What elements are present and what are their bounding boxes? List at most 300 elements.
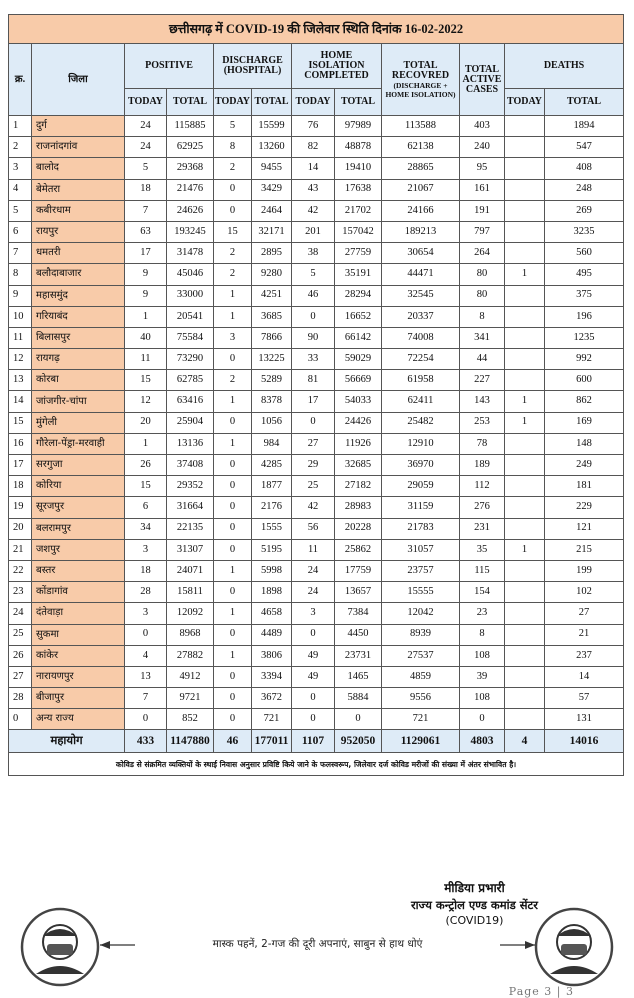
row-cell: 13136 (167, 433, 214, 454)
row-cell: 721 (382, 709, 460, 730)
row-cell: 193245 (167, 221, 214, 242)
row-cell: 189 (460, 455, 505, 476)
row-cell (505, 497, 545, 518)
row-district: महासमुंद (32, 285, 125, 306)
command-center-name: राज्य कन्ट्रोल एण्ड कमांड सेंटर (410, 897, 538, 912)
row-cell: 3429 (252, 179, 292, 200)
row-serial: 11 (9, 327, 32, 348)
row-cell: 1 (214, 306, 252, 327)
row-cell: 75584 (167, 327, 214, 348)
row-cell: 15 (125, 476, 167, 497)
row-cell: 21476 (167, 179, 214, 200)
row-cell: 1 (505, 264, 545, 285)
row-cell: 27 (292, 433, 335, 454)
row-cell (505, 433, 545, 454)
row-cell: 3235 (545, 221, 624, 242)
row-serial: 19 (9, 497, 32, 518)
table-row (9, 327, 624, 348)
row-cell: 248 (545, 179, 624, 200)
row-cell: 24 (125, 137, 167, 158)
row-cell: 97989 (335, 116, 382, 137)
row-cell: 27182 (335, 476, 382, 497)
row-cell: 253 (460, 412, 505, 433)
total-label: महायोग (9, 730, 125, 753)
row-cell: 33 (292, 349, 335, 370)
row-cell: 7866 (252, 327, 292, 348)
row-serial: 18 (9, 476, 32, 497)
row-cell (505, 709, 545, 730)
total-cell: 46 (214, 730, 252, 753)
row-cell: 1 (214, 433, 252, 454)
row-cell: 992 (545, 349, 624, 370)
row-cell: 8 (214, 137, 252, 158)
row-cell: 17 (292, 391, 335, 412)
row-cell: 1056 (252, 412, 292, 433)
row-cell: 0 (292, 624, 335, 645)
row-cell: 0 (214, 709, 252, 730)
row-cell: 62138 (382, 137, 460, 158)
row-cell: 2 (214, 264, 252, 285)
row-cell: 14 (292, 158, 335, 179)
table-row (9, 666, 624, 687)
row-cell: 984 (252, 433, 292, 454)
row-cell: 249 (545, 455, 624, 476)
row-cell: 20337 (382, 306, 460, 327)
row-cell: 0 (214, 349, 252, 370)
row-cell: 43 (292, 179, 335, 200)
row-cell: 8968 (167, 624, 214, 645)
row-cell: 0 (214, 179, 252, 200)
row-cell: 4450 (335, 624, 382, 645)
row-cell: 797 (460, 221, 505, 242)
row-cell: 32171 (252, 221, 292, 242)
header-positive-total: TOTAL (167, 89, 214, 116)
row-cell: 4859 (382, 666, 460, 687)
row-cell: 1 (505, 412, 545, 433)
row-cell (505, 158, 545, 179)
row-cell: 403 (460, 116, 505, 137)
row-cell: 9455 (252, 158, 292, 179)
row-cell: 66142 (335, 327, 382, 348)
row-cell: 42 (292, 200, 335, 221)
row-cell: 23757 (382, 560, 460, 581)
table-row (9, 476, 624, 497)
row-cell: 36970 (382, 455, 460, 476)
row-district: बेमेतरा (32, 179, 125, 200)
row-cell: 13 (125, 666, 167, 687)
row-cell: 6 (125, 497, 167, 518)
row-district: कोंडागांव (32, 582, 125, 603)
row-district: बलरामपुर (32, 518, 125, 539)
table-row (9, 688, 624, 709)
covid-label: (COVID19) (445, 913, 504, 927)
row-cell: 37408 (167, 455, 214, 476)
row-cell: 78 (460, 433, 505, 454)
table-row (9, 264, 624, 285)
row-cell: 3685 (252, 306, 292, 327)
row-cell: 27759 (335, 243, 382, 264)
row-cell (505, 349, 545, 370)
row-cell: 4 (125, 645, 167, 666)
row-cell: 0 (335, 709, 382, 730)
table-row (9, 645, 624, 666)
table-row (9, 116, 624, 137)
row-cell: 25904 (167, 412, 214, 433)
table-row (9, 539, 624, 560)
table-row (9, 243, 624, 264)
row-serial: 9 (9, 285, 32, 306)
row-cell: 28294 (335, 285, 382, 306)
row-serial: 5 (9, 200, 32, 221)
row-cell: 22135 (167, 518, 214, 539)
row-cell (505, 285, 545, 306)
total-cell: 433 (125, 730, 167, 753)
row-cell: 237 (545, 645, 624, 666)
row-cell: 31664 (167, 497, 214, 518)
row-district: कोरबा (32, 370, 125, 391)
row-cell: 90 (292, 327, 335, 348)
row-cell (505, 116, 545, 137)
row-district: अन्य राज्य (32, 709, 125, 730)
row-serial: 20 (9, 518, 32, 539)
covid-district-table (8, 14, 624, 776)
row-cell: 3672 (252, 688, 292, 709)
header-deaths-total: TOTAL (545, 89, 624, 116)
row-cell: 169 (545, 412, 624, 433)
row-cell: 196 (545, 306, 624, 327)
row-cell (505, 200, 545, 221)
row-cell: 24426 (335, 412, 382, 433)
row-cell: 157042 (335, 221, 382, 242)
row-cell: 5884 (335, 688, 382, 709)
row-cell: 2 (214, 243, 252, 264)
row-cell: 0 (214, 624, 252, 645)
row-cell: 9721 (167, 688, 214, 709)
row-serial: 23 (9, 582, 32, 603)
row-cell: 59029 (335, 349, 382, 370)
row-cell: 0 (214, 539, 252, 560)
header-total-recovered: TOTAL RECOVRED (DISCHARGE + HOME ISOLATION) (382, 44, 460, 116)
row-serial: 22 (9, 560, 32, 581)
row-cell: 161 (460, 179, 505, 200)
row-cell: 3806 (252, 645, 292, 666)
row-cell: 12910 (382, 433, 460, 454)
row-cell: 21067 (382, 179, 460, 200)
header-discharge: DISCHARGE (HOSPITAL) (214, 44, 292, 89)
row-cell: 19410 (335, 158, 382, 179)
mask-face-right-icon (536, 909, 612, 985)
row-cell: 56 (292, 518, 335, 539)
row-cell: 31478 (167, 243, 214, 264)
row-cell (505, 370, 545, 391)
row-cell (505, 476, 545, 497)
row-district: कांकेर (32, 645, 125, 666)
total-cell: 4803 (460, 730, 505, 753)
row-cell: 31159 (382, 497, 460, 518)
row-cell (505, 560, 545, 581)
row-cell: 269 (545, 200, 624, 221)
row-cell: 28983 (335, 497, 382, 518)
row-cell: 408 (545, 158, 624, 179)
row-cell: 240 (460, 137, 505, 158)
row-cell: 108 (460, 688, 505, 709)
row-cell: 49 (292, 666, 335, 687)
row-cell: 24626 (167, 200, 214, 221)
row-cell: 1 (214, 391, 252, 412)
row-district: सरगुजा (32, 455, 125, 476)
row-cell: 4285 (252, 455, 292, 476)
row-cell: 1235 (545, 327, 624, 348)
row-cell: 62785 (167, 370, 214, 391)
row-cell: 21 (545, 624, 624, 645)
header-positive: POSITIVE (125, 44, 214, 89)
total-row (9, 730, 624, 753)
row-cell: 32685 (335, 455, 382, 476)
row-cell: 40 (125, 327, 167, 348)
row-cell: 1 (125, 306, 167, 327)
row-cell: 115 (460, 560, 505, 581)
table-row (9, 306, 624, 327)
row-cell: 54033 (335, 391, 382, 412)
row-cell: 0 (292, 688, 335, 709)
row-cell: 1 (214, 285, 252, 306)
row-cell: 25 (292, 476, 335, 497)
row-cell: 14 (545, 666, 624, 687)
table-row (9, 582, 624, 603)
table-row (9, 624, 624, 645)
row-cell: 15555 (382, 582, 460, 603)
table-row (9, 518, 624, 539)
row-serial: 8 (9, 264, 32, 285)
row-cell: 7384 (335, 603, 382, 624)
row-cell: 1555 (252, 518, 292, 539)
row-cell: 29352 (167, 476, 214, 497)
row-district: दुर्ग (32, 116, 125, 137)
row-cell: 27 (545, 603, 624, 624)
row-cell: 1894 (545, 116, 624, 137)
row-cell: 30654 (382, 243, 460, 264)
header-total-active: TOTAL ACTIVE CASES (460, 44, 505, 116)
row-serial: 15 (9, 412, 32, 433)
row-cell: 115885 (167, 116, 214, 137)
table-row (9, 412, 624, 433)
total-cell: 952050 (335, 730, 382, 753)
row-cell: 2464 (252, 200, 292, 221)
row-cell: 7 (125, 688, 167, 709)
row-cell: 229 (545, 497, 624, 518)
row-cell: 2895 (252, 243, 292, 264)
table-row (9, 560, 624, 581)
row-cell: 5289 (252, 370, 292, 391)
table-row (9, 709, 624, 730)
row-cell: 45046 (167, 264, 214, 285)
row-cell: 12 (125, 391, 167, 412)
row-cell: 15811 (167, 582, 214, 603)
total-cell: 1147880 (167, 730, 214, 753)
row-serial: 3 (9, 158, 32, 179)
row-cell: 375 (545, 285, 624, 306)
total-cell: 14016 (545, 730, 624, 753)
row-cell: 46 (292, 285, 335, 306)
row-cell: 20228 (335, 518, 382, 539)
row-district: रायपुर (32, 221, 125, 242)
table-body (9, 116, 624, 730)
row-cell: 28865 (382, 158, 460, 179)
row-cell (505, 582, 545, 603)
row-cell (505, 645, 545, 666)
table-row (9, 137, 624, 158)
row-cell: 24 (292, 582, 335, 603)
row-cell: 215 (545, 539, 624, 560)
row-cell: 27882 (167, 645, 214, 666)
header-district: जिला (32, 44, 125, 116)
row-cell: 199 (545, 560, 624, 581)
row-cell: 42 (292, 497, 335, 518)
row-cell: 1 (125, 433, 167, 454)
row-cell: 25862 (335, 539, 382, 560)
row-cell: 0 (214, 455, 252, 476)
row-cell: 39 (460, 666, 505, 687)
row-cell: 35 (460, 539, 505, 560)
row-cell (505, 666, 545, 687)
row-cell: 5998 (252, 560, 292, 581)
media-title: मीडिया प्रभारी (444, 881, 505, 895)
row-cell: 28 (125, 582, 167, 603)
row-cell: 17638 (335, 179, 382, 200)
row-cell: 5195 (252, 539, 292, 560)
total-cell: 4 (505, 730, 545, 753)
row-serial: 10 (9, 306, 32, 327)
row-cell: 44 (460, 349, 505, 370)
row-cell: 8 (460, 306, 505, 327)
row-serial: 12 (9, 349, 32, 370)
row-cell: 0 (214, 582, 252, 603)
row-cell: 29368 (167, 158, 214, 179)
row-district: नारायणपुर (32, 666, 125, 687)
row-cell: 24 (125, 116, 167, 137)
row-cell: 24071 (167, 560, 214, 581)
row-cell: 201 (292, 221, 335, 242)
row-cell: 3 (125, 603, 167, 624)
row-district: राजनांदगांव (32, 137, 125, 158)
row-cell: 29059 (382, 476, 460, 497)
row-district: दंतेवाड़ा (32, 603, 125, 624)
table-row (9, 603, 624, 624)
row-cell: 154 (460, 582, 505, 603)
row-cell: 600 (545, 370, 624, 391)
row-cell: 81 (292, 370, 335, 391)
row-cell: 15599 (252, 116, 292, 137)
row-cell: 24 (292, 560, 335, 581)
row-cell: 73290 (167, 349, 214, 370)
row-cell: 0 (214, 666, 252, 687)
row-cell: 25482 (382, 412, 460, 433)
row-district: गौरेला-पेंड्रा-मरवाही (32, 433, 125, 454)
header-discharge-today: TODAY (214, 89, 252, 116)
table-title: छत्तीसगढ़ में COVID-19 की जिलेवार स्थिति दिनांक 16-02-2022 (9, 15, 624, 44)
header-sn: क्र. (9, 44, 32, 116)
header-home-total: TOTAL (335, 89, 382, 116)
row-cell: 0 (460, 709, 505, 730)
table-row (9, 221, 624, 242)
header-deaths-today: TODAY (505, 89, 545, 116)
row-cell: 61958 (382, 370, 460, 391)
row-cell: 264 (460, 243, 505, 264)
row-serial: 24 (9, 603, 32, 624)
footer (0, 870, 634, 998)
row-cell: 11 (125, 349, 167, 370)
row-cell: 23731 (335, 645, 382, 666)
total-cell: 177011 (252, 730, 292, 753)
row-cell: 191 (460, 200, 505, 221)
row-serial: 27 (9, 666, 32, 687)
row-cell: 547 (545, 137, 624, 158)
row-cell: 23 (460, 603, 505, 624)
row-cell: 3394 (252, 666, 292, 687)
row-cell: 62411 (382, 391, 460, 412)
row-cell (505, 137, 545, 158)
row-serial: 13 (9, 370, 32, 391)
row-cell: 227 (460, 370, 505, 391)
row-cell: 5 (214, 116, 252, 137)
row-cell: 33000 (167, 285, 214, 306)
row-cell: 341 (460, 327, 505, 348)
row-cell: 38 (292, 243, 335, 264)
row-serial: 2 (9, 137, 32, 158)
row-cell: 2176 (252, 497, 292, 518)
row-cell: 20 (125, 412, 167, 433)
row-cell: 72254 (382, 349, 460, 370)
row-cell: 0 (214, 518, 252, 539)
row-cell: 3 (125, 539, 167, 560)
row-serial: 17 (9, 455, 32, 476)
table-row (9, 497, 624, 518)
row-cell: 63416 (167, 391, 214, 412)
row-cell: 5 (292, 264, 335, 285)
row-cell: 721 (252, 709, 292, 730)
row-cell: 0 (125, 624, 167, 645)
row-cell: 121 (545, 518, 624, 539)
row-cell: 26 (125, 455, 167, 476)
row-cell (505, 243, 545, 264)
row-serial: 26 (9, 645, 32, 666)
page-number: Page 3 | 3 (508, 985, 574, 998)
row-cell: 1 (505, 539, 545, 560)
table-row (9, 285, 624, 306)
row-cell: 17759 (335, 560, 382, 581)
row-district: जांजगीर-चांपा (32, 391, 125, 412)
row-cell: 15 (125, 370, 167, 391)
row-cell: 13260 (252, 137, 292, 158)
table-note: कोविड से संक्रमित व्यक्तियों के स्थाई निवास अनुसार प्रविष्टि किये जाने के फलस्वरूप, जिलेवार दर्ज कोविड मरीजों की संख्या में अंतर संभावित है। (9, 753, 624, 776)
row-cell: 80 (460, 264, 505, 285)
row-cell: 4489 (252, 624, 292, 645)
row-cell: 495 (545, 264, 624, 285)
row-cell: 31307 (167, 539, 214, 560)
row-cell: 31057 (382, 539, 460, 560)
row-district: बीजापुर (32, 688, 125, 709)
row-cell: 34 (125, 518, 167, 539)
row-cell: 0 (214, 412, 252, 433)
row-cell: 2 (214, 370, 252, 391)
row-cell: 862 (545, 391, 624, 412)
row-cell: 4251 (252, 285, 292, 306)
row-cell: 18 (125, 179, 167, 200)
row-cell: 12042 (382, 603, 460, 624)
row-cell (505, 327, 545, 348)
row-district: सूरजपुर (32, 497, 125, 518)
row-cell: 1 (214, 560, 252, 581)
